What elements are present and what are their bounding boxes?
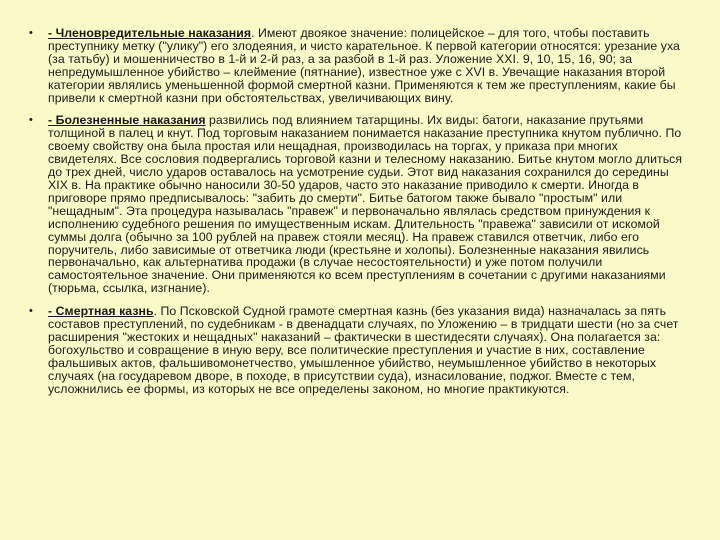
text-death-penalty: . По Псковской Судной грамоте смертная казнь (без указания вида) назначалась за пять составов преступлений, по судебникам - в двенадцати случаях, по Уложению – в тридцати шести (но за счет расширения "жестоких и нещадных" наказаний – фактически в шестидесяти случаях). Она полагается за: богохульство и совращение в иную веру, все политические преступления и участие в них, составление фальшивых актов, фальшивомонетчество, умышленное убийство, неумышленное убийство в некоторых случаях (на государевом дворе, в походе, в присутствии суда), изнасилование, поджог. Вместе с тем, усложнились ее формы, из которых не все определены законом, но многие практикуются.: [48, 304, 679, 396]
bullet-icon: •: [29, 114, 33, 127]
text-mutilation-punishments: . Имеют двоякое значение: полицейское – для того, чтобы поставить преступнику метку ("улику") его злодеяния, и чисто карательное. К первой категории относятся: урезание уха (за татьбу) и мошенничество в 1-й и 2-й раз, а за разбой в 1-й раз. Уложение XXI. 9, 10, 15, 16, 90; за непредумышленное убийство – клеймение (пятнание), известное уже с XVI в. Увечащие наказания второй категории являлись уменьшенной формой смертной казни. Применяются к тем же преступлениям, какие бы привели к смертной казни при обстоятельствах, увеличивающих вину.: [48, 26, 680, 105]
term-death-penalty: - Смертная казнь: [48, 304, 154, 319]
list-item-mutilation-punishments: [22, 27, 690, 104]
term-corporal-punishments: - Болезненные наказания: [48, 113, 206, 128]
bullet-list: [22, 27, 690, 405]
list-item-corporal-punishments: [22, 114, 690, 295]
text-corporal-punishments: развились под влиянием татарщины. Их виды: батоги, наказание прутьями толщиной в палец и кнут. Под торговым наказанием понимается наказание преступника кнутом публично. По своему свойству она была простая или нещадная, производилась на торгах, у приказа при многих свидетелях. Все сословия подвергались торговой казни и телесному наказанию. Битье кнутом могло длиться до трех дней, число ударов оставалось на усмотрение судьи. Этот вид наказания сохранился до середины XIX в. На практике обычно наносили 30-50 ударов, часто это наказание приводило к смерти. Иногда в приговоре прямо предписывалось: "забить до смерти". Битье батогом также бывало "простым" или "нещадным". Эта процедура называлась "правеж" и первоначально являлась средством принуждения к исполнению судебного решения по имущественным искам. Длительность "правежа" зависили от искомой суммы долга (обычно за 100 рублей на правеж стояли месяц). На правеж ставился ответчик, либо его поручитель, либо зависимые от ответчика люди (крестьяне и холопы). Болезненные наказания явились первоначально, как альтернатива продажи (в случае несостоятельности) и уже потом получили самостоятельное значение. Они применяются ко всем преступлениям в сочетании с другими наказаниями (тюрьма, ссылка, изгнание).: [48, 113, 683, 296]
list-item-death-penalty: [22, 305, 690, 395]
bullet-icon: •: [29, 305, 33, 318]
bullet-icon: •: [29, 27, 33, 39]
term-mutilation-punishments: - Членовредительные наказания: [48, 26, 252, 40]
